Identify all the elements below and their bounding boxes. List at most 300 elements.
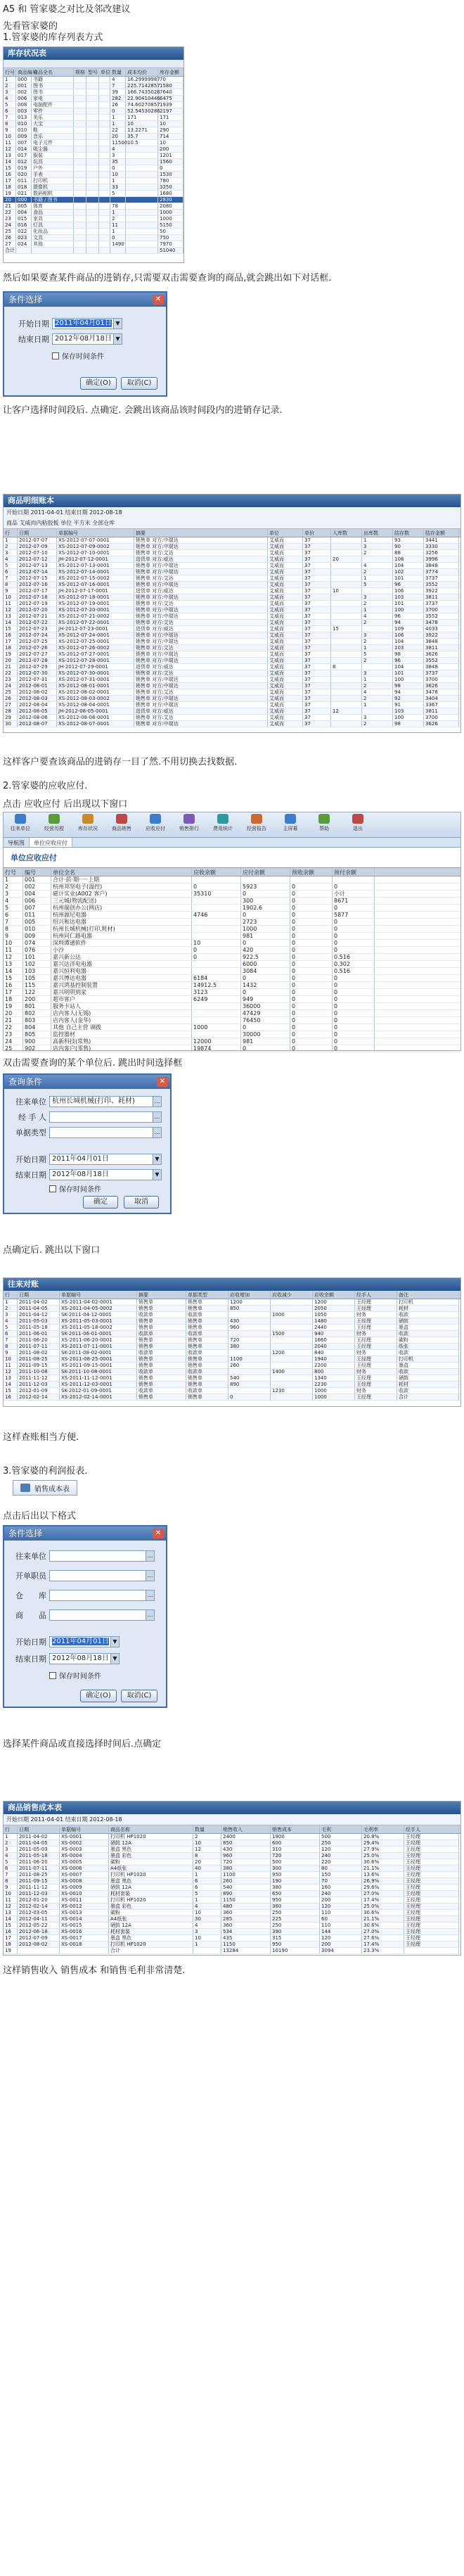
table-cell [86,96,99,101]
table-row[interactable] [4,1038,460,1045]
column-header[interactable]: 型号 [88,70,98,75]
table-row[interactable] [4,947,460,954]
table-row[interactable] [4,696,460,702]
table-cell [333,876,375,883]
table-row[interactable] [4,582,460,588]
table-cell: 销售单 对方:艾达 [134,620,268,625]
column-header[interactable]: 成本均价 [126,68,158,76]
table-row[interactable] [4,891,460,898]
table-row[interactable] [4,235,183,241]
table-row[interactable] [4,601,460,607]
browse-icon[interactable]: … [146,1590,154,1600]
table-row[interactable] [4,1331,460,1337]
table-row[interactable] [4,1045,460,1052]
column-header[interactable]: 经手人 [355,1291,397,1299]
table-cell [331,632,362,638]
column-header[interactable]: 入库数 [331,529,362,537]
table-cell: 销售单 [137,1382,186,1387]
table-row[interactable] [4,721,460,727]
table-row[interactable] [4,594,460,601]
column-header[interactable]: 应收增加 [228,1291,271,1299]
column-header[interactable]: 经手人 [404,1825,459,1833]
table-row[interactable] [4,1916,460,1923]
toolbar-button[interactable] [341,812,375,837]
table-cell: A4纸张 [109,1916,193,1922]
table-row[interactable] [4,216,183,222]
table-cell: 2012-07-20 [18,607,57,613]
browse-icon[interactable]: … [146,1551,154,1561]
table-cell [86,115,99,120]
table-cell: 88 [393,550,424,556]
table-cell: 户外 [32,165,74,171]
table-cell [271,1325,313,1330]
table-row[interactable] [4,1891,460,1897]
table-row[interactable] [4,919,460,926]
column-header[interactable]: 单位 [101,70,110,75]
column-header[interactable]: 单据编号 [57,529,134,537]
table-row[interactable] [4,639,460,645]
table-row[interactable] [4,1840,460,1847]
table-row[interactable] [4,569,460,575]
chevron-down-icon[interactable]: ▼ [113,334,122,344]
table-cell: 7 [110,83,126,89]
column-header[interactable]: 商品名称 [109,1825,193,1833]
table-row[interactable] [4,968,460,975]
table-row[interactable] [4,620,460,626]
table-row[interactable] [4,702,460,708]
table-cell: 王经理 [355,1318,397,1324]
table-cell: 16 [4,982,23,988]
table-row[interactable] [4,876,460,884]
browse-icon[interactable]: … [153,1112,161,1122]
column-header[interactable]: 单价 [303,529,331,537]
table-cell [74,83,86,89]
table-row[interactable] [4,940,460,947]
table-row[interactable] [4,1325,460,1331]
table-cell: 720 [271,1853,320,1858]
table-cell: 27.9% [362,1847,404,1852]
table-row[interactable] [4,556,460,563]
column-header[interactable]: 预收余额 [290,868,333,876]
table-row[interactable] [4,658,460,664]
table-row[interactable] [4,115,183,121]
save-time-checkbox[interactable]: 保存时间条件 [49,1670,101,1681]
toolbar-button[interactable] [138,812,172,837]
table-row[interactable] [4,1872,460,1878]
column-header[interactable]: 单位全名 [51,868,192,876]
table-row[interactable] [4,575,460,582]
table-cell: 2012-01-20 [18,1897,60,1903]
table-row[interactable] [4,1394,460,1401]
table-row[interactable] [4,898,460,905]
toolbar-icon [116,814,127,824]
column-header[interactable]: 规格 [75,70,85,75]
column-header[interactable]: 商品全名 [32,68,74,76]
table-cell: 进货单 对方:威达 [134,556,268,562]
table-cell: 王经理 [404,1866,459,1871]
store-field[interactable] [49,1590,155,1601]
table-row[interactable] [4,1318,460,1325]
end-date-field[interactable]: 2012年08月18日 ▼ [49,1653,120,1664]
column-header[interactable]: 数量 [193,1825,221,1833]
chevron-down-icon[interactable]: ▼ [110,1654,119,1664]
toolbar-button[interactable] [307,812,341,837]
table-cell: 902 [23,1045,51,1052]
save-time-checkbox[interactable]: 保存时间条件 [52,350,104,361]
table-row[interactable] [4,191,183,197]
table-cell [86,191,99,196]
column-header[interactable]: 行 [4,1291,18,1299]
column-header[interactable]: 单据编号 [60,1291,137,1299]
table-cell: 37 [303,632,331,638]
tab[interactable]: 导航图 [4,838,30,847]
table-row[interactable] [4,1948,460,1954]
table-row[interactable] [4,982,460,989]
table-row[interactable] [4,912,460,919]
toolbar-button[interactable] [206,812,240,837]
table-cell: 20 [193,1859,221,1865]
checkbox-icon[interactable] [49,1185,56,1192]
table-row[interactable] [4,222,183,229]
column-header[interactable]: 日期 [18,529,57,537]
table-cell: 图书 [32,83,74,89]
table-cell: XS-0016 [60,1929,109,1934]
table-row[interactable] [4,989,460,996]
table-row[interactable] [4,645,460,651]
column-header[interactable]: 日期 [18,1291,60,1299]
table-row[interactable] [4,1306,460,1312]
column-header[interactable]: 日期 [18,1825,60,1833]
browse-icon[interactable]: … [146,1610,154,1620]
table-row[interactable] [4,954,460,961]
table-cell: 120 [320,1935,362,1941]
table-row[interactable] [4,537,460,544]
toolbar-button[interactable] [240,812,273,837]
table-row[interactable] [4,210,183,216]
toolbar-button[interactable] [71,812,105,837]
table-cell: 25 [4,229,16,234]
column-header[interactable]: 单位 [268,529,303,537]
table-row[interactable] [4,550,460,556]
table-row[interactable] [4,172,183,178]
table-row[interactable] [4,203,183,210]
column-header[interactable]: 库存金额 [158,68,183,76]
table-row[interactable] [4,683,460,689]
table-cell: 360 [271,1904,320,1909]
table-row[interactable] [4,544,460,550]
ok-button[interactable]: 确定 [83,1196,118,1209]
table-cell: 2 [362,639,393,644]
table-cell: 7 [4,115,16,120]
table-cell: 销售单 [137,1356,186,1362]
start-date-field[interactable]: 2011年04月01日 ▼ [49,1636,120,1647]
column-header[interactable]: 编号 [23,868,51,876]
table-row[interactable] [4,108,183,115]
tab[interactable]: 单位应收应付 [30,838,72,847]
column-header[interactable]: 行号 [5,70,15,75]
table-cell: 0 [290,1045,333,1052]
table-cell: 0 [333,1010,375,1016]
table-row[interactable] [4,689,460,696]
table-row[interactable] [4,1363,460,1369]
table-row[interactable] [4,607,460,613]
table-row[interactable] [4,670,460,677]
table-cell: 010 [16,121,32,127]
table-cell [86,159,99,165]
column-header[interactable]: 应付余额 [241,868,290,876]
handler-field[interactable] [49,1570,155,1581]
chevron-down-icon[interactable]: ▼ [153,1170,161,1180]
table-row[interactable] [4,134,183,140]
table-row[interactable] [4,677,460,683]
table-cell [99,184,110,190]
chevron-down-icon[interactable]: ▼ [153,1154,161,1164]
column-header[interactable]: 行号 [4,868,23,876]
toolbar-button[interactable] [172,812,206,837]
table-row[interactable] [4,229,183,235]
table-cell: 艾威而 [268,594,303,600]
table-row[interactable] [4,197,183,203]
table-cell: 杭州邦坚电子(温控) [51,884,192,890]
start-date-field[interactable]: 2011年04月01日 ▼ [49,1154,162,1165]
column-header[interactable]: 应收减少 [271,1291,313,1299]
table-row[interactable] [4,241,183,248]
table-row[interactable] [4,664,460,670]
cancel-button[interactable]: 取消(C) [121,1690,157,1702]
table-row[interactable] [4,926,460,933]
toolbar-button[interactable] [105,812,138,837]
column-header[interactable]: 行 [4,1825,18,1833]
table-cell: 4 [193,1923,221,1928]
table-row[interactable] [4,1003,460,1010]
end-date-field[interactable]: 2012年08月18日 ▼ [49,1169,162,1180]
table-cell: 109 [393,626,424,632]
column-header[interactable]: 结存金额 [424,529,459,537]
table-cell: 13 [4,1375,18,1381]
table-cell [126,235,158,241]
table-row[interactable] [4,996,460,1003]
unit-field[interactable] [49,1550,155,1562]
column-header[interactable]: 应收余额 [313,1291,355,1299]
table-cell: 98 [393,651,424,657]
table-row[interactable] [4,1935,460,1941]
browse-icon[interactable]: … [146,1571,154,1581]
table-cell: 硒鼓 12A [109,1840,193,1846]
table-cell: 26 [4,235,16,241]
table-cell: XS-2011-11-12-0001 [60,1375,137,1381]
table-row[interactable] [4,1299,460,1306]
table-row[interactable] [4,1866,460,1872]
table-row[interactable] [4,1344,460,1350]
table-row[interactable] [4,102,183,108]
end-date-row [7,1653,120,1664]
table-row[interactable] [4,1904,460,1910]
table-cell: 1 [4,537,18,543]
ledger-table [4,537,460,727]
end-date-field[interactable]: 2012年08月18日 ▼ [52,333,122,345]
toolbar-button[interactable] [273,812,307,837]
column-header[interactable]: 单据类型 [186,1291,228,1299]
type-field[interactable] [49,1127,162,1138]
table-row[interactable] [4,248,183,254]
table-row[interactable] [4,146,183,153]
handler-field[interactable] [49,1111,162,1123]
table-cell: 图书 [32,89,74,95]
checkbox-icon[interactable] [52,352,59,359]
column-header[interactable]: 毛利率 [362,1825,404,1833]
table-row[interactable] [4,1929,460,1935]
table-row[interactable] [4,613,460,620]
table-row[interactable] [4,632,460,639]
toolbar-label: 主屏幕 [283,826,298,831]
table-cell: 2012-07-25 [18,639,57,644]
table-cell: 13.6% [362,1872,404,1877]
table-cell [86,146,99,152]
column-header[interactable]: 预付余额 [333,868,375,876]
table-row[interactable] [4,1910,460,1916]
start-date-field[interactable]: 2011年04月01日 ▼ [52,318,122,329]
table-row[interactable] [4,588,460,594]
table-cell: 2 [4,1306,18,1311]
toolbar-button[interactable] [37,812,71,837]
column-header[interactable]: 销售成本 [271,1825,320,1833]
chevron-down-icon[interactable]: ▼ [110,1637,119,1647]
table-row[interactable] [4,1878,460,1885]
column-header[interactable]: 摘要 [134,529,268,537]
table-row[interactable] [4,1356,460,1363]
table-row[interactable] [4,1941,460,1948]
table-row[interactable] [4,1834,460,1840]
table-cell [331,639,362,644]
table-row[interactable] [4,708,460,715]
sales-cost-window [3,1801,461,1956]
table-row[interactable] [4,1024,460,1031]
table-cell: 1560 [158,159,183,165]
table-row[interactable] [4,1337,460,1344]
table-cell: 96 [393,613,424,619]
table-row[interactable] [4,975,460,982]
table-cell: 2 [4,884,23,890]
table-cell: 20 [4,658,18,663]
table-row[interactable] [4,178,183,184]
table-row[interactable] [4,1375,460,1382]
column-header[interactable]: 出库数 [362,529,393,537]
table-cell: 9 [4,127,16,133]
save-time-checkbox[interactable]: 保存时间条件 [49,1183,101,1194]
table-row[interactable] [4,626,460,632]
table-row[interactable] [4,1897,460,1904]
table-row[interactable] [4,153,183,159]
table-row[interactable] [4,165,183,172]
table-cell: 1 [4,1299,18,1305]
table-row[interactable] [4,1017,460,1024]
table-cell: 3 [362,544,393,549]
table-row[interactable] [4,651,460,658]
table-cell [331,645,362,651]
cancel-button[interactable]: 取消 [124,1196,159,1209]
browse-icon[interactable]: … [153,1128,161,1137]
table-cell: 225.7142857 [127,83,160,89]
table-cell: 硒鼓 [397,1375,459,1381]
table-row[interactable] [4,96,183,102]
table-row[interactable] [4,1312,460,1318]
table-row[interactable] [4,184,183,191]
table-cell: 3 [4,1312,18,1318]
table-row[interactable] [4,159,183,165]
table-row[interactable] [4,121,183,127]
cancel-button[interactable]: 取消(C) [121,377,157,390]
table-row[interactable] [4,1350,460,1356]
table-cell [74,102,86,108]
sales-cost-report-button[interactable] [13,1480,77,1496]
table-row[interactable] [4,905,460,912]
table-row[interactable] [4,77,183,83]
table-row[interactable] [4,715,460,721]
chevron-down-icon[interactable]: ▼ [113,319,122,329]
column-header[interactable]: 备注 [397,1291,459,1299]
column-header[interactable]: 行 [4,529,18,537]
checkbox-icon[interactable] [49,1672,56,1679]
ok-button[interactable]: 确定(O) [80,377,117,390]
column-header[interactable]: 单据编号 [60,1825,109,1833]
table-cell: 008 [16,102,32,108]
toolbar-button[interactable] [4,812,37,837]
table-row[interactable] [4,1382,460,1388]
table-row[interactable] [4,961,460,968]
table-row[interactable] [4,1923,460,1929]
table-row[interactable] [4,1031,460,1038]
table-row[interactable] [4,127,183,134]
unit-ledger-table [4,1299,460,1401]
table-cell: 2011-05-18 [18,1853,60,1858]
column-header[interactable]: 数量 [110,68,126,76]
table-row[interactable] [4,83,183,89]
close-icon[interactable]: ✕ [157,1077,168,1087]
table-cell: 6 [4,1866,18,1871]
column-header[interactable]: 毛利 [320,1825,362,1833]
unit-field[interactable]: 杭州长城机械(打印、耗材) … [49,1096,162,1107]
close-icon[interactable]: ✕ [153,1529,164,1538]
column-header[interactable]: 应收余额 [192,868,241,876]
table-row[interactable] [4,1369,460,1375]
table-cell: 墨盒 彩色 [109,1904,193,1909]
table-row[interactable] [4,1853,460,1859]
column-header[interactable]: 摘要 [137,1291,186,1299]
ok-button[interactable]: 确定(O) [80,1690,117,1702]
table-row[interactable] [4,89,183,96]
table-cell [99,172,110,177]
table-row[interactable] [4,140,183,146]
table-row[interactable] [4,1388,460,1394]
column-header[interactable]: 结存数 [393,529,424,537]
table-cell [362,626,393,632]
table-row[interactable] [4,1885,460,1891]
column-header[interactable]: 商品编号 [18,70,37,75]
table-row[interactable] [4,933,460,940]
product-field[interactable] [49,1609,155,1621]
table-row[interactable] [4,1847,460,1853]
table-cell: 1000 [192,1024,241,1031]
table-row[interactable] [4,1010,460,1017]
table-row[interactable] [4,884,460,891]
table-cell: 17 [4,1935,18,1941]
table-row[interactable] [4,563,460,569]
table-row[interactable] [4,1859,460,1866]
toolbar-icon [82,814,94,824]
browse-icon[interactable]: … [153,1097,161,1107]
column-header[interactable]: 销售收入 [221,1825,271,1833]
close-icon[interactable]: ✕ [153,295,164,305]
